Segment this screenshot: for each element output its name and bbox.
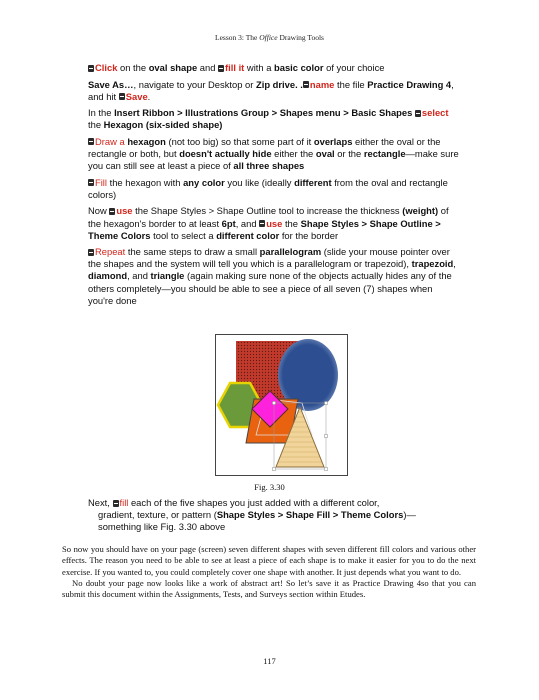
body-paragraph: So now you should have on your page (screen) seven different shapes with seven different fill colors and various other effects. The reason you need to be able to see at least a piece of each shape is to make it easier for you to do the next exercise. If you wanted to, you could completely cover one shape with another. It just depends what you want to do. bbox=[62, 544, 476, 577]
command-icon bbox=[88, 249, 94, 256]
step-4: Draw a hexagon (not too big) so that some part of it overlaps either the oval or the rectangle or both, but doesn't actually hide either the oval or the rectangle—make sure you can still see at least a piece of all three shapes bbox=[88, 135, 459, 172]
figure-shapes bbox=[215, 334, 348, 476]
step-2: Save As…, navigate to your Desktop or Zip drive. . name the file Practice Drawing 4, and hit Save. bbox=[88, 78, 454, 102]
shapes-illustration bbox=[216, 335, 347, 475]
selection-handle bbox=[325, 435, 328, 438]
command-icon bbox=[119, 93, 125, 100]
command-icon bbox=[88, 179, 94, 186]
running-header: Lesson 3: The Office Drawing Tools bbox=[215, 33, 324, 42]
step-6: Now use the Shape Styles > Shape Outline tool to increase the thickness (weight) of the hexagon's border to at least 6pt, and use the Shape Styles > Shape Outline > Theme Colors tool to select a different color for the border bbox=[88, 205, 449, 241]
selection-handle bbox=[325, 402, 328, 405]
instruction-steps bbox=[88, 62, 460, 311]
command-icon bbox=[218, 65, 224, 72]
figure-caption: Fig. 3.30 bbox=[254, 482, 285, 492]
command-icon bbox=[415, 110, 421, 117]
command-icon bbox=[303, 81, 309, 88]
selection-handle bbox=[273, 468, 276, 471]
next-instruction: Next, fill each of the five shapes you just added with a different color, gradient, texture, or pattern (Shape Styles > Shape Fill > Theme Colors)— something like Fig. 3.30 above bbox=[88, 497, 416, 533]
command-icon bbox=[109, 208, 115, 215]
step-5: Fill the hexagon with any color you like (ideally different from the oval and rectangle colors) bbox=[88, 176, 448, 200]
command-icon bbox=[113, 500, 119, 507]
command-icon bbox=[88, 65, 94, 72]
body-text bbox=[62, 544, 476, 600]
selection-handle bbox=[325, 468, 328, 471]
step-3: In the Insert Ribbon > Illustrations Group > Shapes menu > Basic Shapes select the Hexagon (six-sided shape) bbox=[88, 107, 449, 131]
page-number: 117 bbox=[263, 656, 276, 666]
body-paragraph: No doubt your page now looks like a work of abstract art! So let’s save it as Practice Drawing 4so that you can submit this document within the Assignments, Tests, and Surveys section within Etudes. bbox=[62, 577, 476, 600]
command-icon bbox=[259, 220, 265, 227]
step-7: Repeat the same steps to draw a small parallelogram (slide your mouse pointer over the shapes and the system will tell you which is a parallelogram or trapezoid), trapezoid, diamond, and triangle (again making sure none of the objects actually hides any of the others completely—you should be able to see a piece of all seven (7) shapes when you're done bbox=[88, 246, 456, 306]
selection-handle bbox=[273, 402, 276, 405]
step-1: Click on the oval shape and fill it with a basic color of your choice bbox=[88, 62, 460, 74]
command-icon bbox=[88, 138, 94, 145]
